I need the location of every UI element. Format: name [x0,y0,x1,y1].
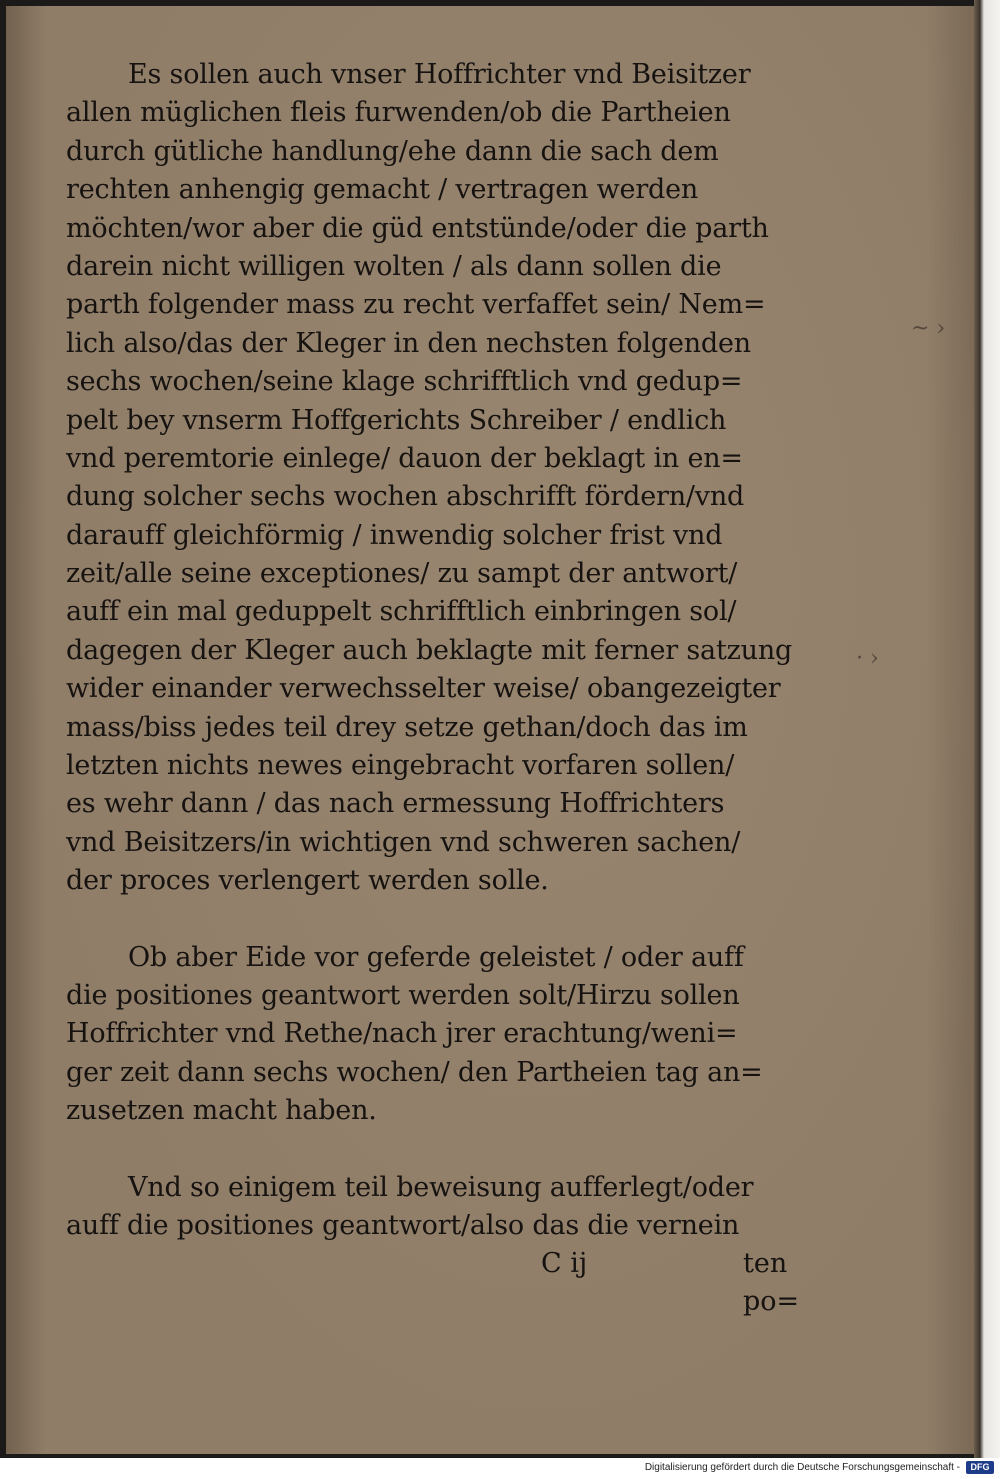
dfg-logo-icon: DFG [966,1461,994,1474]
text-line: darauff gleichförmig / inwendig solcher frist vnd [66,519,723,551]
text-line: Vnd so einigem teil beweisung aufferlegt/oder [128,1171,754,1203]
footer-credit: Digitalisierung gefördert durch die Deutsche Forschungsgemeinschaft - [644,1462,960,1473]
text-line: auff die positiones geantwort/also das die vernein [66,1209,740,1241]
text-line: Hoffrichter vnd Rethe/nach jrer erachtung/weni= [66,1018,738,1050]
text-line: zeit/alle seine exceptiones/ zu sampt der antwort/ [66,558,738,590]
margin-mark: ~ › [911,316,946,341]
text-line: zusetzen macht haben. [66,1095,377,1127]
text-line: letzten nichts newes eingebracht vorfaren sollen/ [66,750,735,782]
text-line: vnd Beisitzers/in wichtigen vnd schweren sachen/ [66,826,741,858]
paragraph-1 [66,56,826,901]
text-line: rechten anhengig gemacht / vertragen werden [66,174,699,206]
text-line: es wehr dann / das nach ermessung Hoffrichters [66,788,725,820]
text-line: Es sollen auch vnser Hoffrichter vnd Beisitzer [128,59,751,90]
text-line: sechs wochen/seine klage schrifftlich vnd gedup= [66,366,743,398]
text-line: Ob aber Eide vor geferde geleistet / oder auff [128,941,744,973]
text-line: ger zeit dann sechs wochen/ den Partheien tag an= [66,1056,763,1088]
text-line: allen müglichen fleis furwenden/ob die Partheien [66,97,731,129]
text-line: vnd peremtorie einlege/ dauon der beklagt in en= [66,442,743,474]
page-edge [974,0,1000,1458]
catchline [66,1245,826,1318]
text-line: dagegen der Kleger auch beklagte mit ferner satzung [66,634,793,666]
page-text [66,56,826,1318]
text-line: mass/biss jedes teil drey setze gethan/doch das im [66,711,748,743]
text-line: lich also/das der Kleger in den nechsten folgenden [66,327,751,359]
text-line: parth folgender mass zu recht verfaffet sein/ Nem= [66,289,766,321]
footer-bar [0,1458,1000,1479]
paragraph-3 [66,1169,826,1246]
signature-mark: C ij [541,1248,588,1280]
text-line: durch gütliche handlung/ehe dann die sach dem [66,135,719,167]
text-line: auff ein mal geduppelt schrifftlich einbringen sol/ [66,596,737,628]
margin-mark: · › [856,646,879,671]
book-page [6,6,974,1454]
text-line: darein nicht willigen wolten / als dann sollen die [66,250,722,282]
catchword: ten po= [743,1248,800,1318]
text-line: möchten/wor aber die güd entstünde/oder die parth [66,212,769,244]
paragraph-2 [66,939,826,1131]
text-line: dung solcher sechs wochen abschrifft fördern/vnd [66,481,745,513]
text-line: pelt bey vnserm Hoffgerichts Schreiber / endlich [66,404,727,436]
text-line: wider einander verwechsselter weise/ obangezeigter [66,673,781,705]
text-line: der proces verlengert werden solle. [66,865,549,897]
text-line: die positiones geantwort werden solt/Hirzu sollen [66,979,740,1011]
